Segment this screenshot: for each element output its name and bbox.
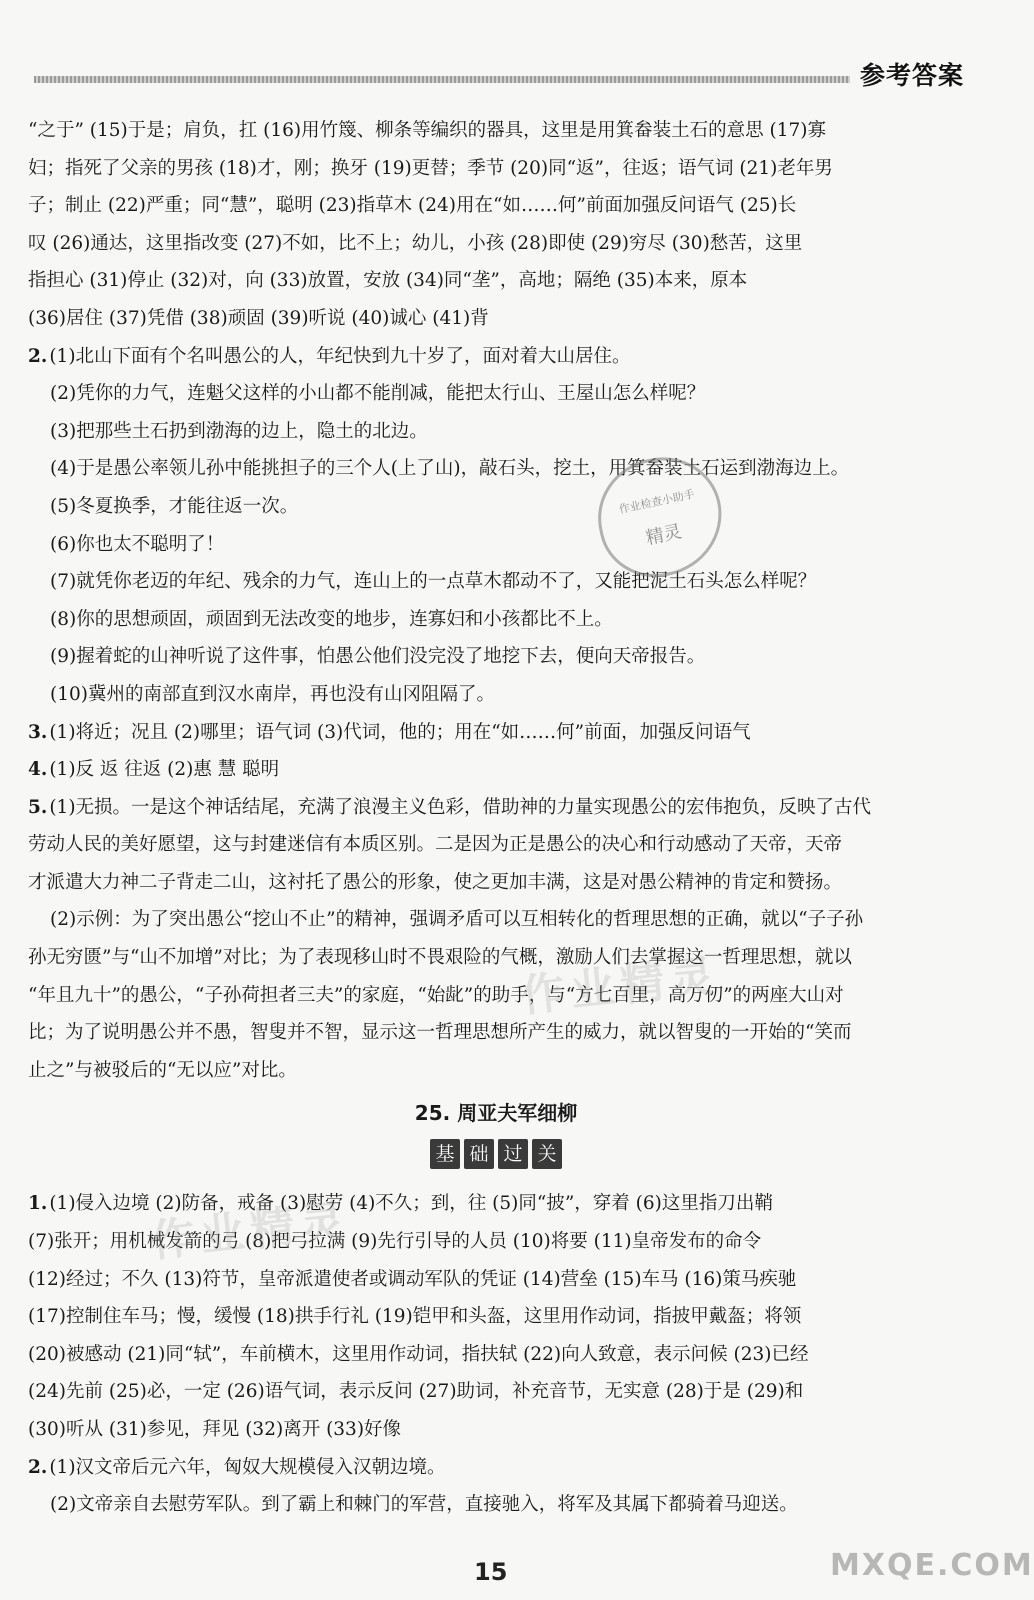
text-line: 止之”与被驳后的“无以应”对比。 [28,1059,297,1081]
banner-char: 关 [532,1139,562,1169]
text-line: “年且九十”的愚公，“子孙荷担者三夫”的家庭，“始龀”的助手，与“方七百里，高万仞”的两座大山对 [28,984,844,1006]
question-3-line [28,714,964,752]
answer-text: (1)反 返 往返 (2)惠 慧 聪明 [49,759,280,781]
question-number: 3. [28,721,48,743]
text-line: (10)冀州的南部直到汉水南岸，再也没有山冈阻隔了。 [50,683,495,705]
text-line: 孙无穷匮”与“山不加增”对比；为了表现移山时不畏艰险的气概，激励人们去掌握这一哲理思想，就以 [28,947,852,969]
question-number: 1. [28,1193,48,1215]
answer-text: (1)汉文帝后元六年，匈奴大规模侵入汉朝边境。 [49,1456,446,1478]
question-number: 4. [28,759,48,781]
question-2-line [28,338,964,376]
answer-text: (1)侵入边境 (2)防备，戒备 (3)慰劳 (4)不久；到，往 (5)同“披”，穿着 (6)这里指刀出鞘 [49,1193,773,1215]
text-line: (3)把那些土石扔到渤海的边上，隐土的北边。 [50,420,428,442]
page-header [34,62,964,102]
text-line: (2)文帝亲自去慰劳军队。到了霸上和棘门的军营，直接驰入，将军及其属下都骑着马迎送。 [50,1494,798,1516]
watermark: 作业精灵 [518,950,723,1023]
answer-text: (1)将近；况且 (2)哪里；语气词 (3)代词，他的；用在“如……何”前面，加强反问语气 [49,721,751,743]
question-number: 2. [28,1456,48,1478]
corner-logo: MXQE.COM [830,1548,1034,1583]
question-4-line [28,751,964,789]
text-line: 比；为了说明愚公并不愚，智叟并不智，显示这一哲理思想所产生的威力，就以智叟的一开始的“笑而 [28,1022,852,1044]
question-5-line [28,789,964,827]
text-line: 才派遣大力神二子背走二山，这衬托了愚公的形象，使之更加丰满，这是对愚公精神的肯定和赞扬。 [28,871,843,893]
answer-content [28,112,964,1524]
header-title: 参考答案 [859,61,964,90]
text-line: (6)你也太不聪明了！ [50,533,225,555]
text-line: (12)经过；不久 (13)符节，皇帝派遣使者或调动军队的凭证 (14)营垒 (15)车马 (16)策马疾驰 [28,1268,797,1290]
text-line: 子；制止 (22)严重；同“慧”，聪明 (23)指草木 (24)用在“如……何”前面加强反问语气 (25)长 [28,195,797,217]
text-line: (20)被感动 (21)同“轼”，车前横木，这里用作动词，指扶轼 (22)向人致意，表示问候 (23)已经 [28,1343,809,1365]
text-line: “之于” (15)于是；肩负，扛 (16)用竹篾、柳条等编织的器具，这里是用箕畚装土石的意思 (17)寡 [28,120,826,141]
text-line: (36)居住 (37)凭借 (38)顽固 (39)听说 (40)诚心 (41)背 [28,307,489,329]
answer-text: (1)无损。一是这个神话结尾，充满了浪漫主义色彩，借助神的力量实现愚公的宏伟抱负，反映了古代 [49,796,872,818]
text-line: (7)张开；用机械发箭的弓 (8)把弓拉满 (9)先行引导的人员 (10)将要 (11)皇帝发布的命令 [28,1231,762,1253]
text-line: (8)你的思想顽固，顽固到无法改变的地步，连寡妇和小孩都比不上。 [50,608,613,630]
stamp-text: 精灵 [644,521,684,550]
text-line: (2)示例：为了突出愚公“挖山不止”的精神，强调矛盾可以互相转化的哲理思想的正确，就以“子子孙 [50,909,864,931]
question-2-line [28,1449,964,1487]
section-banner [28,1135,964,1185]
answer-text: (1)北山下面有个名叫愚公的人，年纪快到九十岁了，面对着大山居住。 [49,345,631,367]
text-line: (30)听从 (31)参见，拜见 (32)离开 (33)好像 [28,1419,402,1440]
banner-char: 基 [430,1139,460,1169]
text-line: (4)于是愚公率领儿孙中能挑担子的三个人(上了山)，敲石头，挖土，用箕畚装土石运到渤海边上。 [50,458,850,480]
question-number: 2. [28,345,48,367]
text-line: 指担心 (31)停止 (32)对，向 (33)放置，安放 (34)同“垄”，高地；隔绝 (35)本来，原本 [28,270,748,292]
text-line: (2)凭你的力气，连魁父这样的小山都不能削减，能把太行山、王屋山怎么样呢？ [50,383,706,405]
text-line: 劳动人民的美好愿望，这与封建迷信有本质区别。二是因为正是愚公的决心和行动感动了天帝，天帝 [28,834,843,856]
text-line: 叹 (26)通达，这里指改变 (27)不如，比不上；幼儿，小孩 (28)即使 (29)穷尽 (30)愁苦，这里 [28,232,803,254]
text-line: (9)握着蛇的山神听说了这件事，怕愚公他们没完没了地挖下去，便向天帝报告。 [50,646,706,668]
text-line: (24)先前 (25)必，一定 (26)语气词，表示反问 (27)助词，补充音节，无实意 (28)于是 (29)和 [28,1381,804,1403]
question-number: 5. [28,796,48,818]
text-line: 妇；指死了父亲的男孩 (18)才，刚；换牙 (19)更替；季节 (20)同“返”，往返；语气词 (21)老年男 [28,157,833,179]
banner-char: 过 [498,1139,528,1169]
text-line: (17)控制住车马；慢，缓慢 (18)拱手行礼 (19)铠甲和头盔，这里用作动词，指披甲戴盔；将领 [28,1306,802,1328]
text-line: (7)就凭你老迈的年纪、残余的力气，连山上的一点草木都动不了，又能把泥土石头怎么样呢？ [50,571,817,593]
banner-char: 础 [464,1139,494,1169]
section-title: 25. 周亚夫军细柳 [414,1101,578,1126]
watermark: 作业精灵 [148,1195,353,1268]
text-line: (5)冬夏换季，才能往返一次。 [50,495,299,517]
page-number: 15 [474,1558,508,1586]
stamp-text: 作业检查小助手 [617,487,696,517]
header-rule [34,76,850,83]
